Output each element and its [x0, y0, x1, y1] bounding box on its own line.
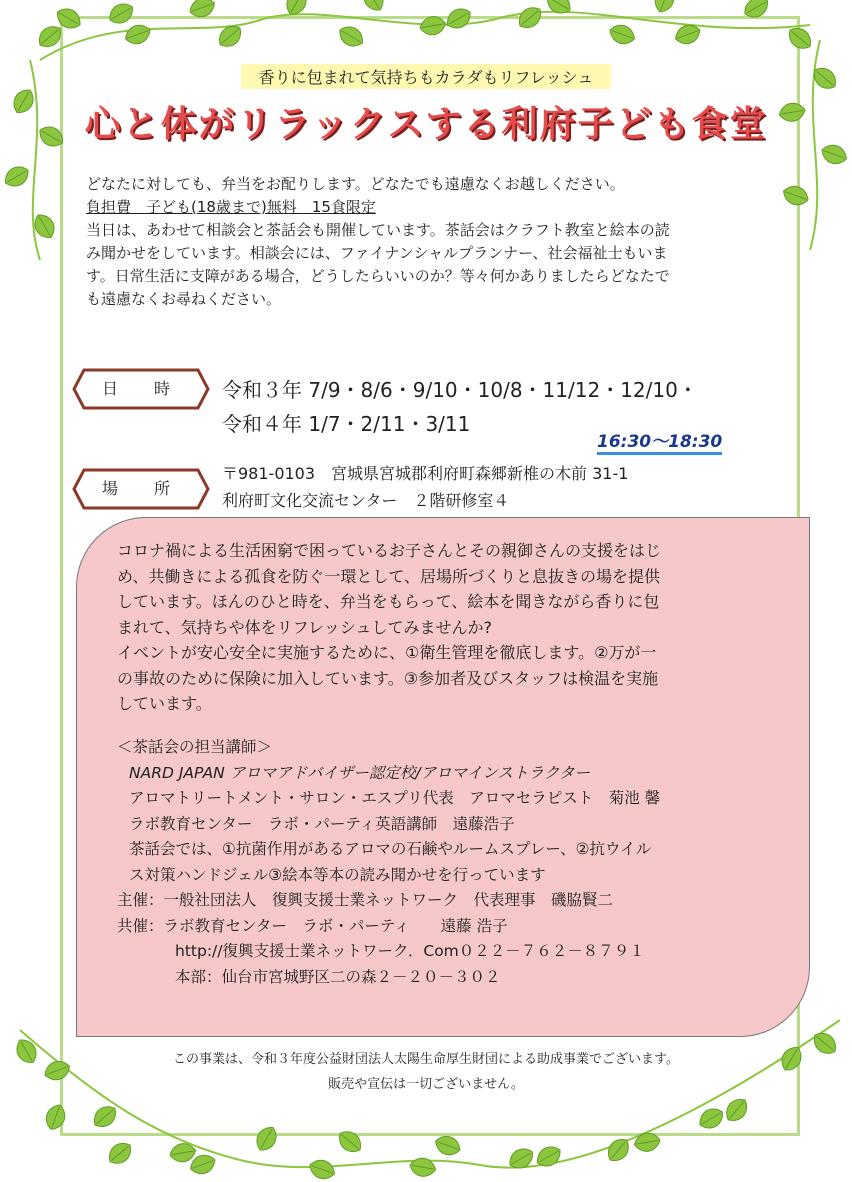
schedule-label-text: 日 時 — [101, 379, 180, 398]
dates-line: 令和３年 7/9・8/6・9/10・10/8・11/12・12/10・ — [222, 378, 698, 402]
venue-info — [222, 460, 628, 514]
intro-line: 当日は、あわせて相談会と茶話会も開催しています。茶話会はクラフト教室と絵本の読 — [86, 221, 670, 239]
schedule-label — [72, 368, 210, 410]
description-line: コロナ禍による生活困窮で困っているお子さんとその親御さんの支援をはじ — [117, 541, 662, 560]
instructor-line: ラボ教育センター ラボ・パーティ英語講師 遠藤浩子 — [129, 814, 515, 833]
venue-label-text: 場 所 — [101, 479, 180, 498]
instructor-list — [117, 735, 807, 990]
description-line: しています。 — [117, 694, 212, 713]
description-line: まれて、気持ちや体をリフレッシュしてみませんか? — [117, 617, 493, 637]
intro-text — [86, 173, 786, 311]
intro-line: み聞かせをしています。相談会には、ファイナンシャルプランナー、社会福祉士もいま — [86, 244, 668, 262]
page-title: 心と体がリラックスする利府子ども食堂 — [84, 104, 768, 145]
dates-line: 令和４年 1/7・2/11・3/11 — [222, 412, 471, 436]
instructors-heading: ＜茶話会の担当講師＞ — [117, 738, 273, 756]
footer-note: 販売や宣伝は一切ございません。 — [328, 1077, 524, 1092]
venue-building: 利府町文化交流センター ２階研修室４ — [222, 491, 510, 510]
intro-line: す。日常生活に支障がある場合，どうしたらいいのか？等々何かありましたらどなたで — [86, 267, 670, 285]
subtitle: 香りに包まれて気持ちもカラダもリフレッシュ — [0, 64, 852, 89]
intro-line: どなたに対しても、弁当をお配りします。どなたでも遠慮なくお越しください。 — [86, 175, 625, 193]
fee-line: 負担費 子ども(18歳まで)無料 15食限定 — [86, 198, 376, 216]
description-line: め、共働きによる孤食を防ぐ一環として、居場所づくりと息抜きの場を提供 — [117, 566, 661, 586]
venue-address: 〒981-0103 宮城県宮城郡利府町森郷新椎の木前 31-1 — [222, 464, 629, 483]
instructor-line: NARD JAPAN アロマアドバイザー認定校/アロマインストラクター — [129, 763, 591, 782]
instructor-line: ス対策ハンドジェル③絵本等本の読み聞かせを行っています — [129, 865, 546, 884]
footer-grant: この事業は、令和３年度公益財団法人太陽生命厚生財団による助成事業でございます。 — [173, 1052, 679, 1067]
description-line: イベントが安心安全に実施するために、①衛生管理を徹底します。②万が一 — [117, 643, 657, 662]
description-line: しています。ほんのひと時を、弁当をもらって、絵本を聞きながら香りに包 — [117, 592, 660, 611]
venue-label — [72, 468, 210, 510]
intro-line: も遠慮なくお尋ねください。 — [86, 290, 282, 308]
instructor-line: アロマトリートメント・サロン・エスプリ代表 アロマセラピスト 菊池 馨 — [129, 789, 661, 807]
hq-line: 本部：仙台市宮城野区二の森２－２０－３０２ — [175, 967, 501, 986]
description — [117, 538, 797, 717]
schedule-time: 16:30〜18:30 — [597, 427, 722, 455]
organizer-line: 主催：一般社団法人 復興支援士業ネットワーク 代表理事 磯脇賢二 — [117, 891, 614, 909]
description-line: の事故のために保険に加入しています。③参加者及びスタッフは検温を実施 — [117, 668, 659, 688]
instructor-line: 茶話会では、①抗菌作用があるアロマの石鹸やルームスプレー、②抗ウイル — [129, 840, 652, 858]
cosponsor-line: 共催：ラボ教育センター ラボ・パーティ 遠藤 浩子 — [117, 916, 508, 935]
contact-line: http://復興支援士業ネットワーク．Com０２２－７６２－８７９１ — [175, 942, 645, 960]
